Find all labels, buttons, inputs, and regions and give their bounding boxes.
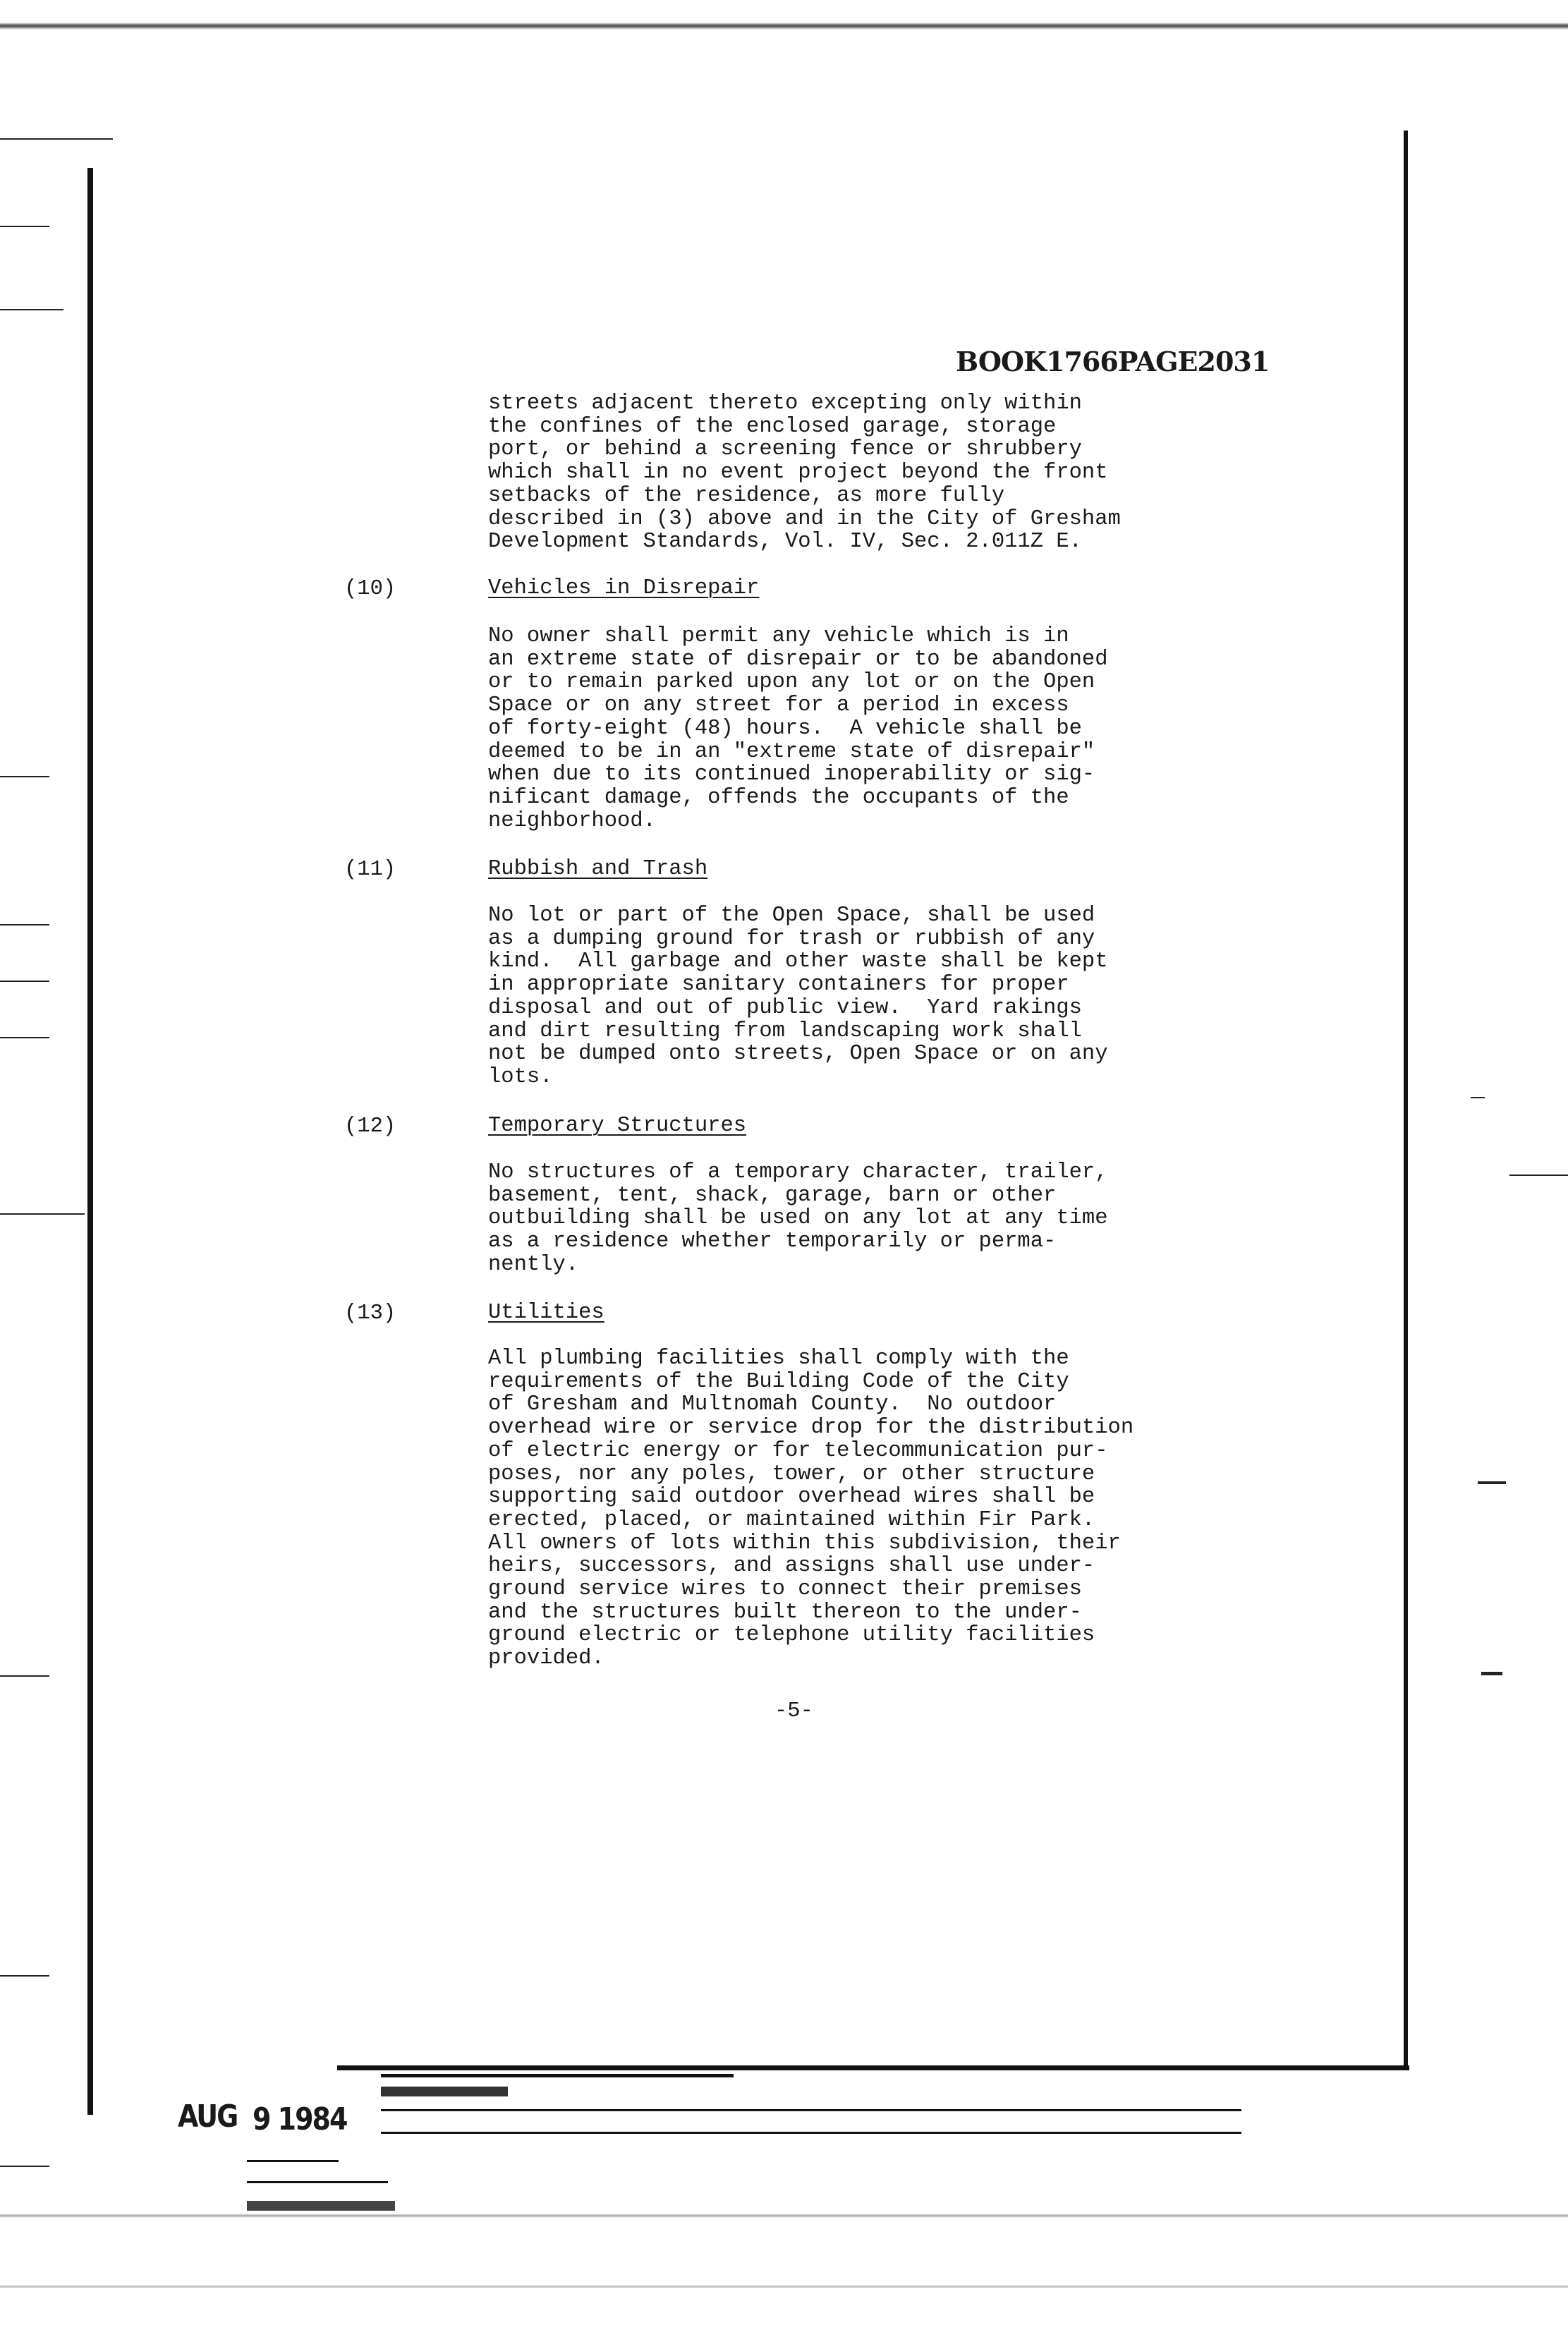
text-line: when due to its continued inoperability or sig- (488, 763, 1095, 787)
text-line: erected, placed, or maintained within Fir Park. (488, 1507, 1095, 1532)
text-line: deemed to be in an "extreme state of disrepair" (488, 739, 1095, 764)
text-line: heirs, successors, and assigns shall use under- (488, 1554, 1095, 1579)
date-stamp-day-year: 9 1984 (253, 2101, 347, 2137)
section-heading: Utilities (488, 1301, 604, 1325)
text-line: not be dumped onto streets, Open Space or on any (488, 1042, 1108, 1067)
text-line: of electric energy or for telecommunication pur- (488, 1438, 1108, 1463)
page-number: -5- (774, 1699, 813, 1723)
text-line: provided. (488, 1646, 604, 1671)
text-line: streets adjacent thereto excepting only within (488, 391, 1082, 415)
text-line: of forty-eight (48) hours. A vehicle shall be (488, 716, 1082, 741)
section-body (488, 904, 1108, 1089)
date-stamp-month: AUG (178, 2098, 238, 2135)
frame-right-line (1404, 130, 1408, 2070)
scan-line-bottom-4 (247, 2181, 388, 2183)
section-number: (11) (344, 858, 396, 882)
text-line: neighborhood. (488, 808, 656, 833)
text-line: and dirt resulting from landscaping work shall (488, 1019, 1082, 1043)
text-line: in appropriate sanitary containers for proper (488, 973, 1069, 997)
text-line: as a residence whether temporarily or perma- (488, 1230, 1057, 1254)
scan-line-bottom-2 (381, 2132, 1241, 2134)
text-line: overhead wire or service drop for the distribution (488, 1416, 1134, 1440)
text-line: basement, tent, shack, garage, barn or other (488, 1183, 1057, 1208)
section-body (488, 1161, 1108, 1277)
scan-bar-bottom-2 (247, 2201, 395, 2211)
text-line: which shall in no event project beyond the front (488, 461, 1108, 485)
text-line: ground service wires to connect their premises (488, 1577, 1082, 1602)
text-line: as a dumping ground for trash or rubbish of any (488, 926, 1095, 951)
section-number: (10) (344, 577, 396, 601)
scan-streak-top (0, 23, 1568, 30)
text-line: kind. All garbage and other waste shall be kept (488, 949, 1108, 974)
frame-bottom-line-2 (381, 2074, 734, 2077)
frame-bottom-line (337, 2065, 1409, 2070)
frame-left-line (87, 168, 93, 2115)
text-line: setbacks of the residence, as more fully (488, 483, 1005, 508)
text-line: and the structures built thereon to the under- (488, 1600, 1082, 1625)
text-line: nificant damage, offends the occupants of the (488, 785, 1069, 810)
text-line: port, or behind a screening fence or shrubbery (488, 437, 1082, 462)
text-line: requirements of the Building Code of the City (488, 1369, 1069, 1394)
text-line: outbuilding shall be used on any lot at any time (488, 1206, 1108, 1231)
text-line: ground electric or telephone utility facilities (488, 1623, 1095, 1648)
section-body (488, 625, 1108, 832)
text-line: poses, nor any poles, tower, or other structure (488, 1462, 1095, 1486)
text-line: nently. (488, 1252, 579, 1277)
text-line: the confines of the enclosed garage, storage (488, 414, 1057, 439)
text-line: of Gresham and Multnomah County. No outdoor (488, 1392, 1057, 1417)
section-body (488, 1347, 1134, 1670)
text-line: No structures of a temporary character, trailer, (488, 1160, 1108, 1184)
text-line: No lot or part of the Open Space, shall be used (488, 904, 1095, 928)
section-number: (13) (344, 1301, 396, 1325)
text-line: supporting said outdoor overhead wires shall be (488, 1485, 1095, 1510)
scan-streak-bottom-2 (0, 2285, 1568, 2288)
text-line: disposal and out of public view. Yard rakings (488, 995, 1082, 1020)
book-page-reference: BOOK1766PAGE2031 (956, 346, 1270, 377)
section-heading: Temporary Structures (488, 1114, 747, 1138)
scan-streak-bottom (0, 2214, 1568, 2218)
text-line: All plumbing facilities shall comply with the (488, 1347, 1069, 1371)
section-number: (12) (344, 1115, 396, 1139)
section-heading: Rubbish and Trash (488, 857, 708, 881)
intro-paragraph (488, 392, 1121, 554)
text-line: All owners of lots within this subdivision, their (488, 1531, 1121, 1555)
scan-bar-bottom-1 (381, 2087, 508, 2096)
scan-line-bottom-3 (247, 2160, 339, 2162)
scan-line-bottom-1 (381, 2109, 1241, 2111)
text-line: No owner shall permit any vehicle which is in (488, 624, 1069, 648)
text-line: described in (3) above and in the City of Gresham (488, 506, 1121, 531)
text-line: lots. (488, 1064, 553, 1089)
text-line: Development Standards, Vol. IV, Sec. 2.011Z E. (488, 530, 1082, 554)
section-heading: Vehicles in Disrepair (488, 576, 760, 600)
text-line: Space or on any street for a period in excess (488, 693, 1069, 718)
text-line: an extreme state of disrepair or to be abandoned (488, 647, 1108, 672)
text-line: or to remain parked upon any lot or on the Open (488, 670, 1095, 695)
